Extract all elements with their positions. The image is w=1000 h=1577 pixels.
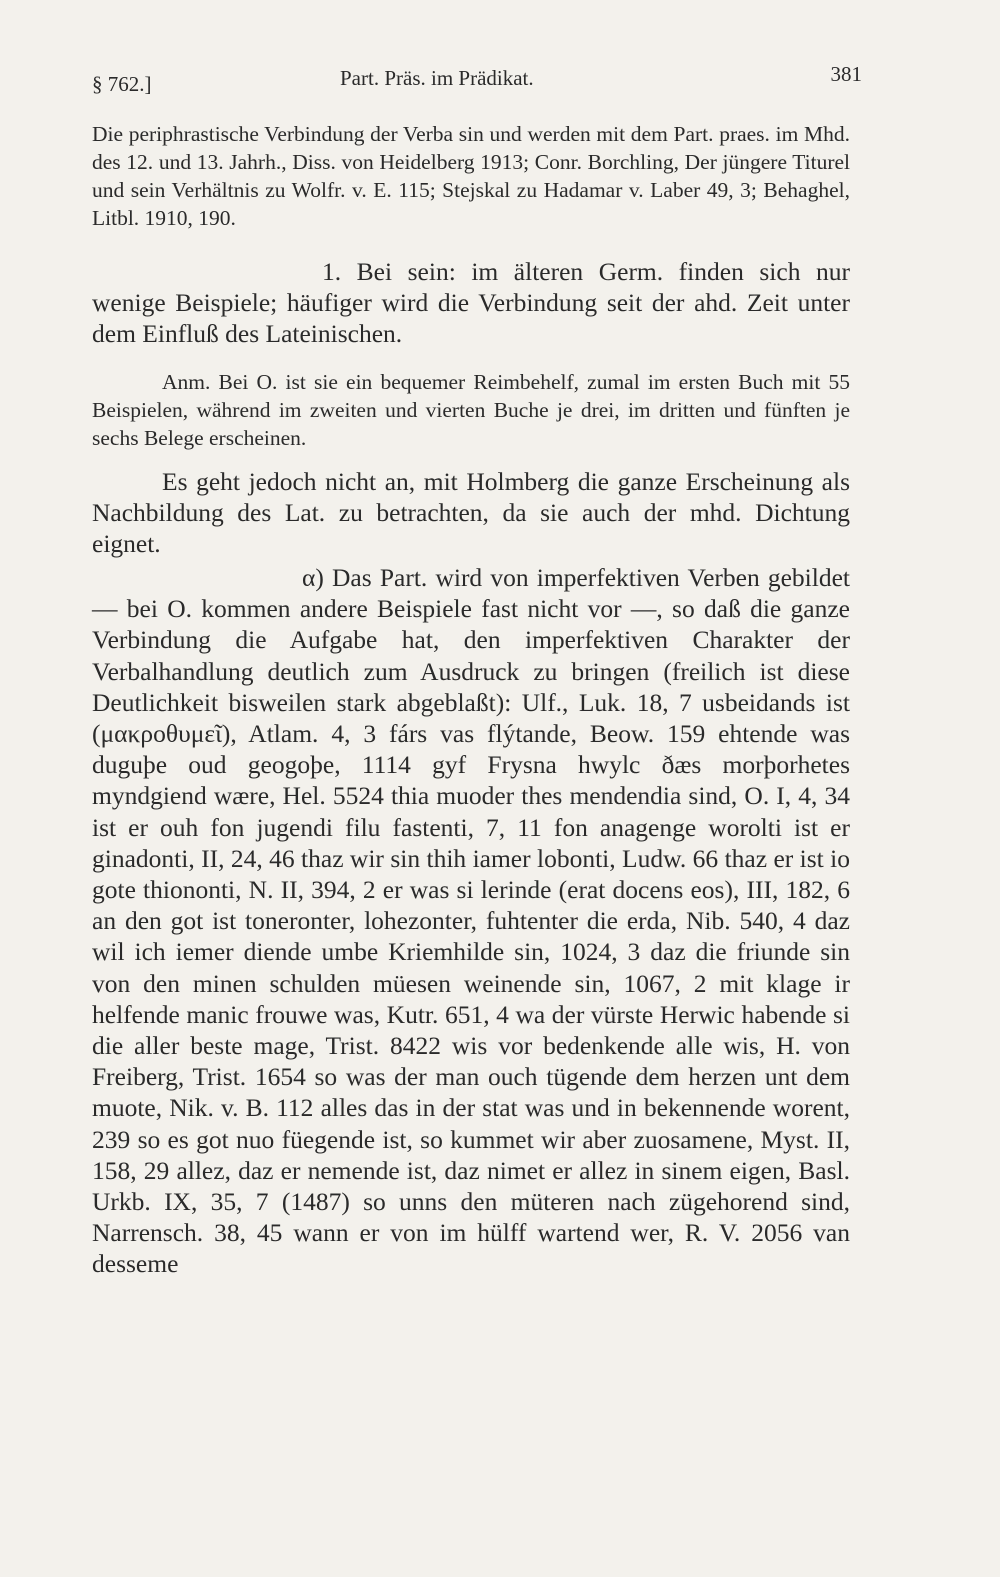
bibliography-paragraph: Die periphrastische Verbindung der Verba sin und werden mit dem Part. praes. im Mhd. des 12. und 13. Jahrh., Diss. von Heidelberg 1913; Conr. Borchling, Der jüngere Titurel und sein Verhältnis zu Wolfr. v. E. 115; Stejskal zu Hadamar v. Laber 49, 3; Behaghel, Litbl. 1910, 190. bbox=[92, 122, 850, 230]
section-marker: § 762.] bbox=[92, 72, 152, 96]
paragraph-3: α) Das Part. wird von imperfektiven Verben gebildet — bei O. kommen andere Beispiele fast nicht vor —, so daß die ganze Verbindung die Aufgabe hat, den imperfektiven Charakter der Verbalhandlung deutlich zum Ausdruck zu bringen (freilich ist diese Deutlichkeit bisweilen stark abgeblaßt): Ulf., Luk. 18, 7 usbeidands ist (μακροθυμεῖ), Atlam. 4, 3 fárs vas flýtande, Beow. 159 ehtende was duguþe oud geogoþe, 1114 gyf Frysna hwylc ðæs morþorhetes myndgiend wære, Hel. 5524 thia muoder thes mendendia sind, O. I, 4, 34 ist er ouh fon jugendi filu fastenti, 7, 11 fon anagenge worolti ist er ginadonti, II, 24, 46 thaz wir sin thih iamer lobonti, Ludw. 66 thaz er ist io gote thiononti, N. II, 394, 2 er was si lerinde (erat docens eos), III, 182, 6 an den got ist toneronter, lohezonter, fuhtenter die erda, Nib. 540, 4 daz wil ich iemer diende umbe Kriemhilde sin, 1024, 3 daz die friunde sin von den minen schulden müesen weinende sin, 1067, 2 mit klage ir helfende manic frouwe was, Kutr. 651, 4 wa der vürste Herwic habende si die aller beste mage, Trist. 8422 wis vor bedenkende alle wis, H. von Freiberg, Trist. 1654 so was der man ouch tügende dem herzen unt dem muote, Nik. v. B. 112 alles das in der stat was und in bekennende worent, 239 so es got nuo füegende ist, so kummet wir aber zuosamene, Myst. II, 158, 29 allez, daz er nemende ist, daz nimet er allez in sinem eigen, Basl. Urkb. IX, 35, 7 (1487) so unns den müteren nach zügehorend sind, Narrensch. 38, 45 wann er von im hülff wartend wer, R. V. 2056 van desseme bbox=[92, 563, 850, 1279]
running-title: Part. Präs. im Prädikat. bbox=[340, 66, 534, 90]
page-number: 381 bbox=[830, 62, 862, 86]
page-header bbox=[92, 62, 862, 102]
paragraph-2: Es geht jedoch nicht an, mit Holmberg die ganze Erscheinung als Nachbildung des Lat. zu betrachten, da sie auch der mhd. Dichtung eignet. bbox=[92, 467, 850, 559]
paragraph-1: 1. Bei sein: im älteren Germ. finden sich nur wenige Beispiele; häufiger wird die Verbindung seit der ahd. Zeit unter dem Einfluß des Lateinischen. bbox=[92, 257, 850, 349]
note-paragraph: Anm. Bei O. ist sie ein bequemer Reimbehelf, zumal im ersten Buch mit 55 Beispielen, während im zweiten und vierten Buche je drei, im dritten und fünften je sechs Belege erscheinen. bbox=[92, 370, 850, 450]
